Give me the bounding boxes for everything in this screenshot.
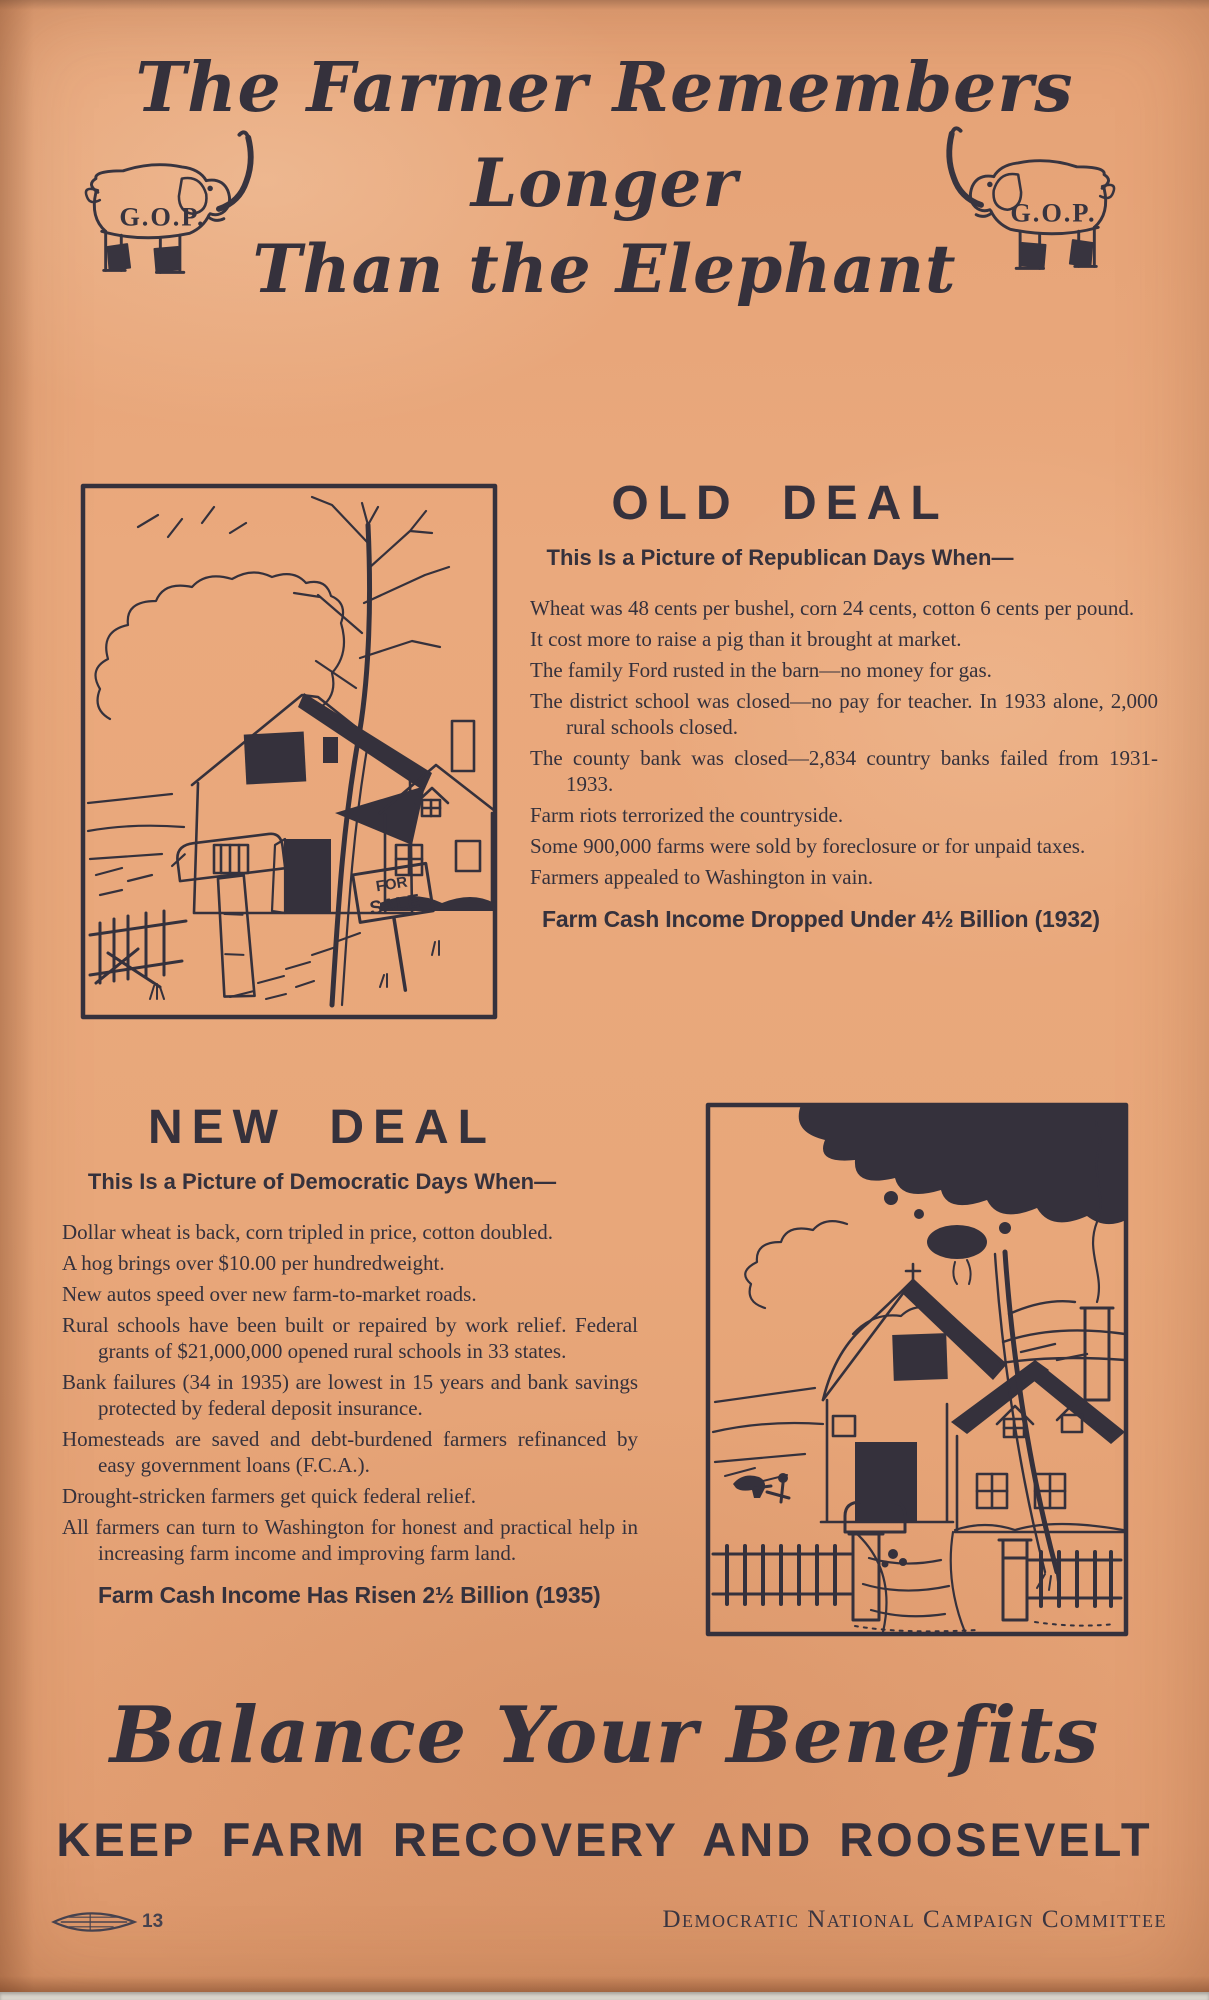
- paper-edge-shadow-top: [0, 0, 1209, 10]
- list-item: It cost more to raise a pig than it brought at market.: [530, 627, 962, 651]
- list-item: Dollar wheat is back, corn tripled in price, cotton doubled.: [62, 1220, 554, 1244]
- list-item: Farmers appealed to Washington in vain.: [530, 865, 874, 889]
- gop-elephant-right-icon: [912, 118, 1138, 284]
- headline-line-2: Longer: [470, 144, 739, 222]
- farmhouse: [951, 1360, 1125, 1532]
- footer-row: [48, 1898, 1167, 1952]
- committee-credit-line: Democratic National Campaign Committee: [662, 1906, 1167, 1933]
- list-item: The district school was closed—no pay for teacher. In 1933 alone, 2,000 rural schools closed.: [530, 689, 1158, 739]
- cloud-outline: [745, 1221, 937, 1334]
- horizon-fields: [88, 794, 184, 895]
- plowing-farmer: [713, 1388, 823, 1502]
- new-deal-summary-line: Farm Cash Income Has Risen 2½ Billion (1935): [98, 1582, 601, 1608]
- old-deal-summary-line: Farm Cash Income Dropped Under 4½ Billion (1932): [542, 906, 1100, 932]
- path-hatching: [150, 933, 439, 999]
- big-barn: [821, 1264, 1007, 1522]
- list-item: The family Ford rusted in the barn—no money for gas.: [530, 658, 992, 682]
- list-item: New autos speed over new farm-to-market roads.: [62, 1282, 477, 1306]
- paper-edge-shadow-bottom: [0, 1976, 1209, 1992]
- mailbox: [170, 832, 301, 1003]
- list-item: All farmers can turn to Washington for honest and practical help in increasing farm income and improving farm land.: [62, 1515, 638, 1565]
- headline-line-3: Than the Elephant: [252, 230, 957, 308]
- old-deal-subheading: This Is a Picture of Republican Days When—: [546, 545, 1014, 570]
- sign-text-sale: SALE: [368, 890, 422, 920]
- new-deal-illustration: [705, 1102, 1129, 1637]
- broken-fence: [90, 911, 186, 987]
- list-item: Bank failures (34 in 1935) are lowest in 15 years and bank savings protected by federal deposit insurance.: [62, 1370, 638, 1420]
- union-label-number: 13: [142, 1911, 164, 1932]
- union-printer-label: [48, 1902, 163, 1942]
- new-deal-heading: NEW DEAL: [148, 1101, 496, 1154]
- gop-label-right: G.O.P.: [1010, 198, 1097, 228]
- old-deal-section: [530, 476, 1158, 933]
- list-item: A hog brings over $10.00 per hundredweight.: [62, 1251, 445, 1275]
- farm-path: [855, 1532, 965, 1632]
- old-deal-illustration: [80, 483, 498, 1020]
- leafy-tree-canopy: [799, 1105, 1126, 1284]
- cloud-outline: [96, 507, 345, 719]
- sign-text-for: FOR: [374, 873, 409, 896]
- union-bug-icon: [48, 1902, 140, 1942]
- list-item: Drought-stricken farmers get quick federal relief.: [62, 1484, 476, 1508]
- new-deal-list: [62, 1219, 638, 1566]
- list-item: Farm riots terrorized the countryside.: [530, 803, 844, 827]
- old-deal-list: [530, 595, 1158, 890]
- balance-script-line: Balance Your Benefits: [109, 1690, 1100, 1781]
- gop-label-left: G.O.P.: [119, 202, 206, 232]
- gop-elephant-left-icon: [62, 122, 288, 288]
- list-item: Homesteads are saved and debt-burdened farmers refinanced by easy government loans (F.C.A.).: [62, 1427, 638, 1477]
- new-deal-subheading: This Is a Picture of Democratic Days When—: [87, 1169, 557, 1194]
- list-item: The county bank was closed—2,834 country banks failed from 1931-1933.: [530, 746, 1158, 796]
- headline-line-1: The Farmer Remembers: [135, 48, 1074, 128]
- list-item: Rural schools have been built or repaired by work relief. Federal grants of $21,000,000 opened rural schools in 33 states.: [62, 1313, 638, 1363]
- new-deal-section: [62, 1100, 638, 1609]
- list-item: Wheat was 48 cents per bushel, corn 24 cents, cotton 6 cents per pound.: [530, 596, 1135, 620]
- old-deal-heading: OLD DEAL: [611, 477, 949, 530]
- for-sale-sign: [353, 863, 445, 995]
- scan-edge-strip: [0, 1992, 1209, 2000]
- slogan-line: KEEP FARM RECOVERY AND ROOSEVELT: [56, 1813, 1153, 1866]
- list-item: Some 900,000 farms were sold by foreclosure or for unpaid taxes.: [530, 834, 1086, 858]
